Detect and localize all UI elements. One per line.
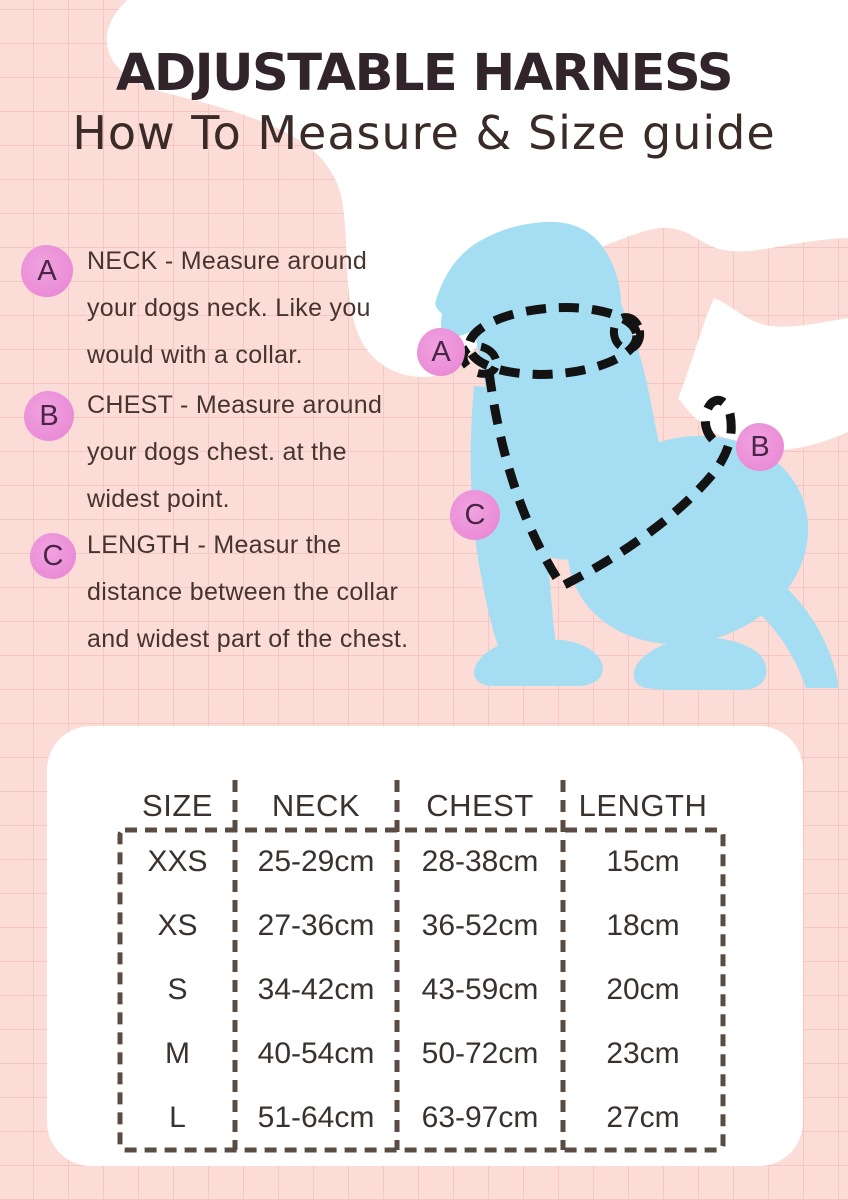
cell-length: 15cm — [606, 845, 680, 878]
cell-chest: 50-72cm — [421, 1037, 539, 1070]
page-title: ADJUSTABLE HARNESS — [115, 44, 733, 103]
legend-badge-chest: B — [24, 391, 74, 441]
cell-size: L — [169, 1101, 186, 1134]
table-row-l — [120, 1086, 723, 1150]
cell-length: 27cm — [606, 1101, 680, 1134]
column-header-neck: NECK — [271, 788, 361, 823]
table-row-m — [120, 1022, 723, 1086]
diagram-badge-neck: A — [417, 328, 465, 376]
cell-length: 23cm — [606, 1037, 680, 1070]
cell-length: 18cm — [606, 909, 680, 942]
column-header-length: LENGTH — [578, 788, 708, 823]
instruction-line: and widest part of the chest. — [87, 625, 409, 653]
cell-neck: 40-54cm — [257, 1037, 375, 1070]
table-row-xxs — [120, 830, 723, 894]
cell-chest: 36-52cm — [421, 909, 539, 942]
instruction-line: widest point. — [87, 485, 230, 513]
cell-neck: 25-29cm — [257, 845, 375, 878]
table-row-s — [120, 958, 723, 1022]
cell-size: M — [165, 1037, 190, 1070]
table-row-xs — [120, 894, 723, 958]
column-header-chest: CHEST — [426, 788, 534, 823]
legend-badge-length: C — [30, 533, 76, 579]
page-subtitle: How To Measure & Size guide — [72, 106, 776, 160]
instruction-line: your dogs neck. Like you — [87, 294, 371, 322]
instruction-chest — [87, 382, 447, 523]
cell-chest: 43-59cm — [421, 973, 539, 1006]
size-table-header — [120, 784, 723, 828]
cell-size: XXS — [147, 845, 208, 878]
cell-neck: 51-64cm — [257, 1101, 375, 1134]
size-chart-card — [47, 726, 803, 1166]
cell-neck: 34-42cm — [257, 973, 375, 1006]
cell-length: 20cm — [606, 973, 680, 1006]
instruction-line: CHEST - Measure around — [87, 391, 383, 419]
cell-chest: 63-97cm — [421, 1101, 539, 1134]
diagram-badge-chest: B — [736, 423, 784, 471]
instruction-line: NECK - Measure around — [87, 247, 368, 275]
instruction-line: your dogs chest. at the — [87, 438, 347, 466]
instruction-line: LENGTH - Measur the — [87, 531, 342, 559]
cell-size: XS — [157, 909, 198, 942]
cell-chest: 28-38cm — [421, 845, 539, 878]
cell-neck: 27-36cm — [257, 909, 375, 942]
cell-size: S — [167, 973, 188, 1006]
instruction-neck — [87, 238, 447, 379]
instruction-line: distance between the collar — [87, 578, 399, 606]
instruction-length — [87, 522, 447, 663]
instruction-line: would with a collar. — [87, 341, 303, 369]
column-header-size: SIZE — [142, 788, 213, 823]
diagram-badge-length: C — [450, 490, 500, 540]
legend-badge-neck: A — [21, 245, 73, 297]
